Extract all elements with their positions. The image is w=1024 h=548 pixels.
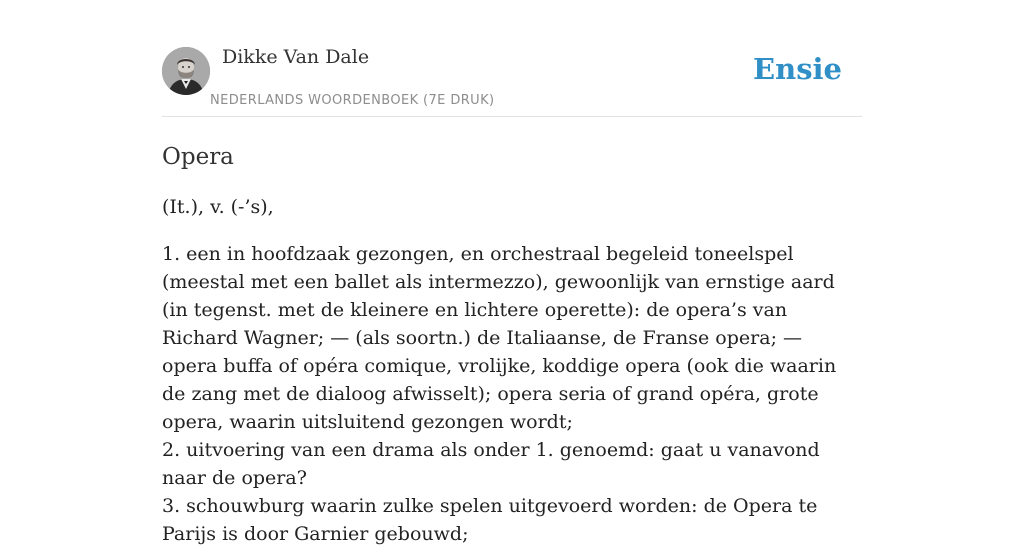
portrait-icon [162, 47, 210, 95]
author-name[interactable]: Dikke Van Dale [222, 46, 370, 68]
definition-item: 2. uitvoering van een drama als onder 1. genoemd: gaat u vanavond naar de opera? [162, 439, 820, 489]
entry-title: Opera [162, 144, 234, 170]
ensie-logo[interactable]: Ensie [753, 52, 842, 86]
entry-grammar: (It.), v. (-’s), [162, 196, 274, 218]
definition-item: 3. schouwburg waarin zulke spelen uitgevoerd worden: de Opera te Parijs is door Garnier gebouwd; [162, 495, 818, 545]
definition-item: 1. een in hoofdzaak gezongen, en orchestraal begeleid toneelspel (meestal met een ballet als intermezzo), gewoonlijk van ernstige aard (in tegenst. met de kleinere en lichtere operette): de opera’s van Richard Wagner; — (als soortn.) de Italiaanse, de Franse opera; — opera buffa of opéra comique, vrolijke, koddige opera (ook die waarin de zang met de dialoog afwisselt); opera seria of grand opéra, grote opera, waarin uitsluitend gezongen wordt; [162, 243, 837, 433]
entry-definitions [162, 240, 862, 548]
avatar[interactable] [162, 47, 210, 95]
page [162, 0, 862, 548]
dictionary-source: NEDERLANDS WOORDENBOEK (7E DRUK) [210, 93, 495, 108]
header [162, 0, 862, 117]
